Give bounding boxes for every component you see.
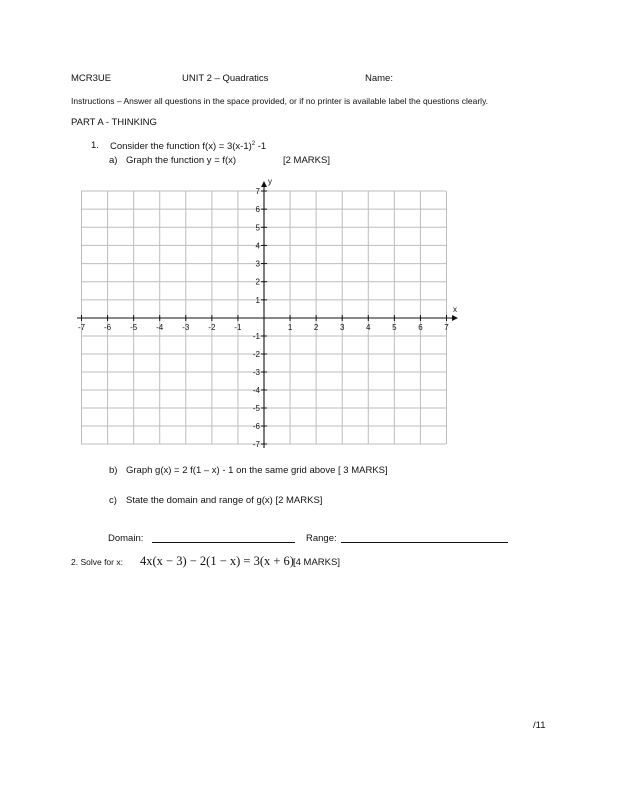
total-marks: /11 bbox=[533, 720, 546, 731]
name-label: Name: bbox=[365, 73, 393, 84]
x-tick-label: -2 bbox=[208, 323, 216, 332]
y-tick-label: -1 bbox=[252, 332, 260, 341]
y-tick-label: 1 bbox=[255, 295, 260, 305]
y-tick-label: -2 bbox=[252, 350, 260, 359]
x-tick-label: -4 bbox=[156, 323, 164, 332]
x-tick-label: 6 bbox=[418, 323, 423, 332]
y-tick-label: -4 bbox=[252, 386, 260, 395]
x-tick-label: -5 bbox=[130, 323, 138, 332]
q1-number: 1. bbox=[91, 140, 99, 151]
y-tick-label: 7 bbox=[255, 187, 260, 196]
y-tick-label: 2 bbox=[255, 277, 260, 287]
range-answer-blank[interactable] bbox=[341, 533, 508, 543]
domain-label: Domain: bbox=[108, 533, 144, 544]
q1a-marks: [2 MARKS] bbox=[283, 155, 330, 166]
range-label: Range: bbox=[306, 533, 337, 544]
x-tick-label: -1 bbox=[234, 323, 242, 332]
x-tick-label: 5 bbox=[392, 323, 397, 332]
y-tick-label: 3 bbox=[255, 259, 260, 269]
x-tick-label: 3 bbox=[339, 323, 345, 332]
x-axis-label: x bbox=[453, 305, 457, 314]
q1-stem-suffix: -1 bbox=[255, 141, 267, 153]
y-tick-label: 4 bbox=[255, 241, 260, 251]
domain-answer-blank[interactable] bbox=[152, 533, 295, 543]
x-tick-label: -3 bbox=[182, 323, 190, 332]
x-axis-arrow bbox=[452, 315, 458, 321]
y-tick-label: 5 bbox=[255, 223, 260, 233]
x-tick-label: 2 bbox=[313, 323, 319, 332]
x-tick-label: -7 bbox=[77, 323, 86, 332]
y-tick-label: 6 bbox=[255, 205, 260, 215]
y-tick-label: -6 bbox=[252, 422, 260, 431]
part-a-heading: PART A - THINKING bbox=[71, 117, 157, 128]
y-tick-label: -3 bbox=[252, 368, 260, 377]
q1c-text: State the domain and range of g(x) [2 MARKS] bbox=[126, 495, 323, 506]
course-code: MCR3UE bbox=[71, 73, 112, 84]
q1a-letter: a) bbox=[109, 155, 118, 166]
y-tick-label: -7 bbox=[252, 440, 260, 449]
q2-equation: 4x(x − 3) − 2(1 − x) = 3(x + 6) bbox=[140, 554, 294, 568]
x-tick-label: 1 bbox=[287, 323, 293, 332]
unit-title: UNIT 2 – Quadratics bbox=[182, 73, 269, 84]
y-tick-label: -5 bbox=[252, 404, 260, 413]
x-tick-label: -6 bbox=[104, 323, 112, 332]
x-tick-label: 4 bbox=[366, 323, 371, 332]
y-axis-arrow bbox=[261, 181, 267, 187]
q1b-text: Graph g(x) = 2 f(1 – x) - 1 on the same grid above [ 3 MARKS] bbox=[126, 465, 388, 476]
q1c-letter: c) bbox=[109, 495, 117, 506]
q2-label: 2. Solve for x: bbox=[71, 557, 123, 567]
q1-stem-exponent: 2 bbox=[251, 141, 256, 147]
y-axis-label: y bbox=[268, 177, 272, 186]
q1-stem-prefix: Consider the function f(x) = 3(x-1) bbox=[110, 141, 252, 153]
q2-marks: [4 MARKS] bbox=[293, 557, 340, 568]
instructions: Instructions – Answer all questions in the space provided, or if no printer is available label the questions clearly. bbox=[71, 96, 489, 106]
q1a-text: Graph the function y = f(x) bbox=[126, 155, 237, 166]
q1b-letter: b) bbox=[109, 465, 118, 476]
x-tick-label: 7 bbox=[444, 323, 449, 332]
